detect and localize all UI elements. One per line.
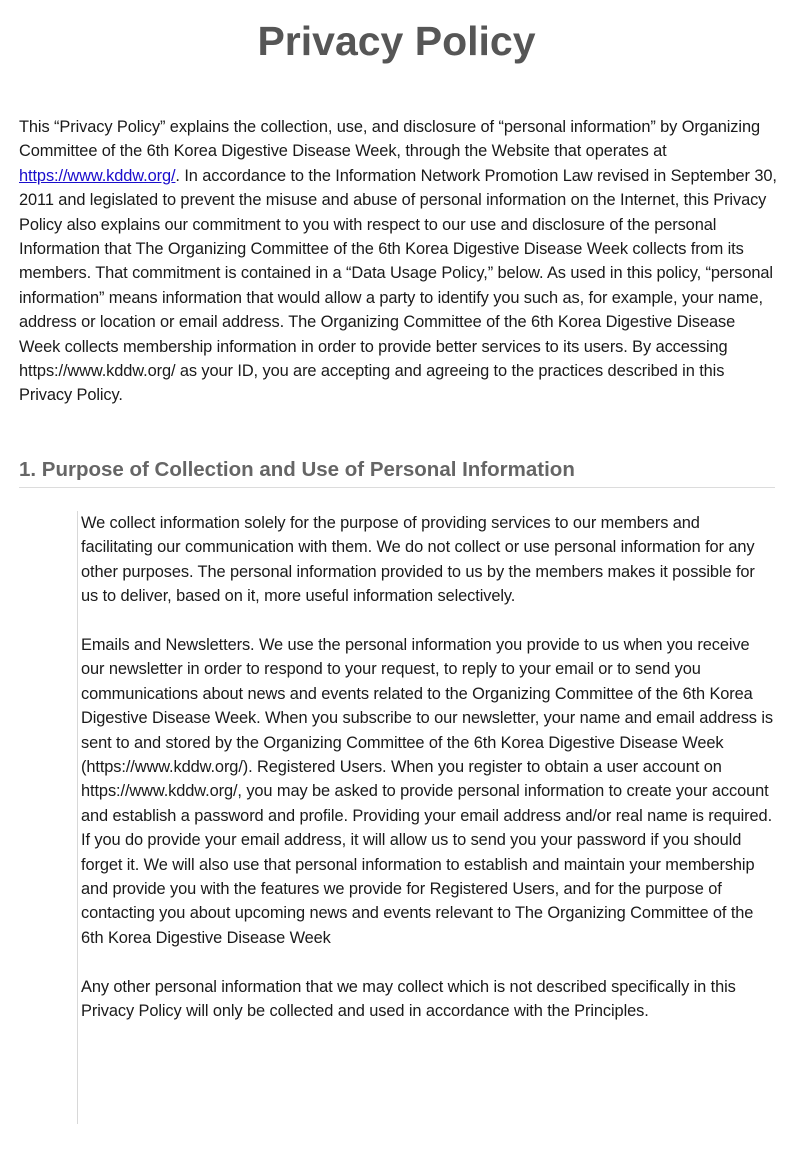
intro-paragraph bbox=[19, 115, 779, 408]
page-title: Privacy Policy bbox=[257, 18, 536, 64]
intro-text-after-link: . In accordance to the Information Network Promotion Law revised in September 30, 2011 and legislated to prevent the misuse and abuse of personal information on the Internet, this Privacy Policy also explains our commitment to you with respect to our use and disclosure of the personal Information that The Organizing Committee of the 6th Korea Digestive Disease Week collects from its members. That commitment is contained in a “Data Usage Policy,” below. As used in this policy, “personal information” means information that would allow a party to identify you such as, for example, your name, address or location or email address. The Organizing Committee of the 6th Korea Digestive Disease Week collects membership information in order to provide better services to its users. By accessing https://www.kddw.org/ as your ID, you are accepting and agreeing to the practices described in this Privacy Policy. bbox=[19, 166, 777, 405]
purpose-paragraph: We collect information solely for the purpose of providing services to our members and facilitating our communication with them. We do not collect or use personal information for any other purposes. The personal information provided to us by the members makes it possible for us to deliver, based on it, more useful information selectively. bbox=[81, 514, 755, 606]
emails-newsletters-paragraph: Emails and Newsletters. We use the personal information you provide to us when you receive our newsletter in order to respond to your request, to reply to your email or to send you communications about news and events related to the Organizing Committee of the 6th Korea Digestive Disease Week. When you subscribe to our newsletter, your name and email address is sent to and stored by the Organizing Committee of the 6th Korea Digestive Disease Week (https://www.kddw.org/). Registered Users. When you register to obtain a user account on https://www.kddw.org/, you may be asked to provide personal information to create your account and establish a password and profile. Providing your email address and/or real name is required. If you do provide your email address, it will allow us to send you your password if you should forget it. We will also use that personal information to establish and maintain your membership and provide you with the features we provide for Registered Users, and for the purpose of contacting you about upcoming news and events relevant to The Organizing Committee of the 6th Korea Digestive Disease Week bbox=[81, 636, 773, 947]
intro-text-before-link: This “Privacy Policy” explains the collection, use, and disclosure of “personal information” by Organizing Committee of the 6th Korea Digestive Disease Week, through the Website that operates at bbox=[19, 118, 760, 161]
section-1-heading: 1. Purpose of Collection and Use of Personal Information bbox=[19, 455, 775, 488]
other-information-paragraph: Any other personal information that we may collect which is not described specifically in this Privacy Policy will only be collected and used in accordance with the Principles. bbox=[81, 977, 736, 1021]
kddw-website-link[interactable]: https://www.kddw.org/ bbox=[19, 166, 176, 185]
section-1-body bbox=[77, 511, 775, 1124]
